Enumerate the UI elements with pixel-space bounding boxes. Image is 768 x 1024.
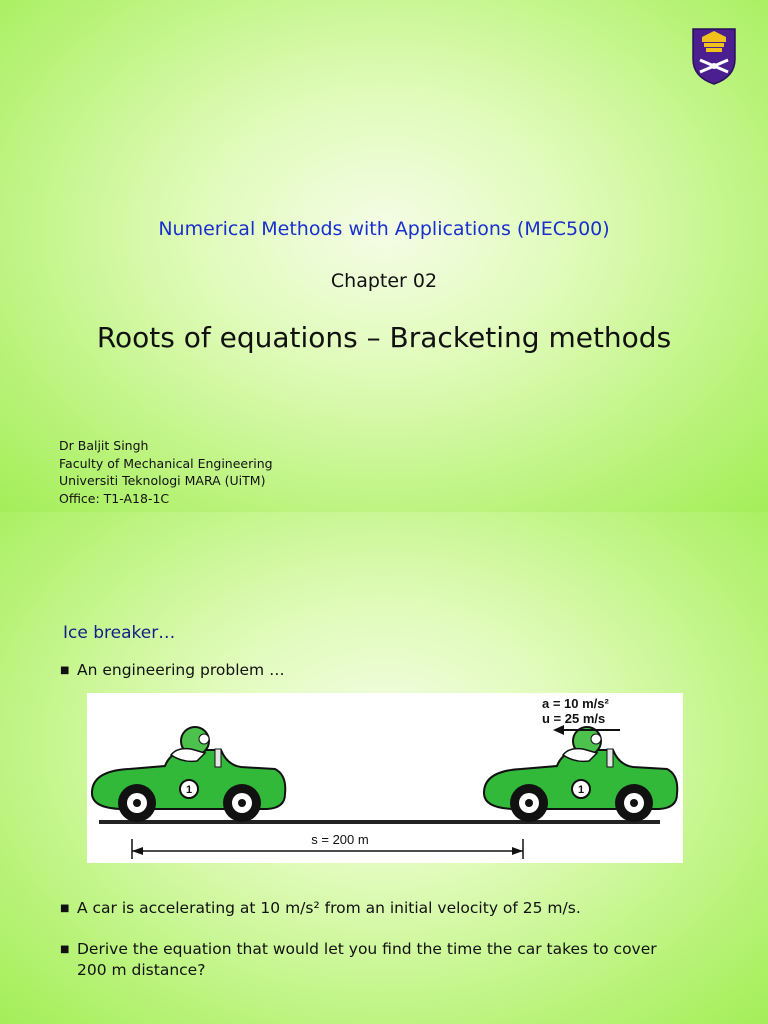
car-problem-figure [87,693,683,863]
course-title: Numerical Methods with Applications (MEC500) [158,218,610,240]
chapter-label: Chapter 02 [330,270,438,292]
uitm-crest-icon [690,27,738,85]
author-faculty: Faculty of Mechanical Engineering [59,455,273,471]
velocity-label: u = 25 m/s [542,711,606,726]
square-bullet-icon: ■ [60,944,70,955]
bullet-item: ■ Derive the equation that would let you find the time the car takes to cover 200 m distance? [60,940,657,979]
slide-title: Roots of equations – Bracketing methods [96,321,672,354]
bullet-item: ■ A car is accelerating at 10 m/s² from an initial velocity of 25 m/s. [60,899,581,917]
author-office: Office: T1-A18-1C [59,490,170,506]
car-right-icon [484,727,677,822]
author-university: Universiti Teknologi MARA (UiTM) [59,473,266,488]
ice-breaker-slide [0,512,768,1024]
distance-label: s = 200 m [311,832,369,847]
square-bullet-icon: ■ [60,903,70,914]
acceleration-label: a = 10 m/s² [542,696,609,711]
slide-heading: Ice breaker… [63,623,176,643]
bullet-item: ■ An engineering problem … [60,661,285,679]
author-name: Dr Baljit Singh [59,438,149,453]
square-bullet-icon: ■ [60,665,70,676]
author-block [59,437,273,507]
car-left-number: 1 [185,784,193,796]
car-left-icon [92,727,285,822]
car-right-number: 1 [577,784,585,796]
